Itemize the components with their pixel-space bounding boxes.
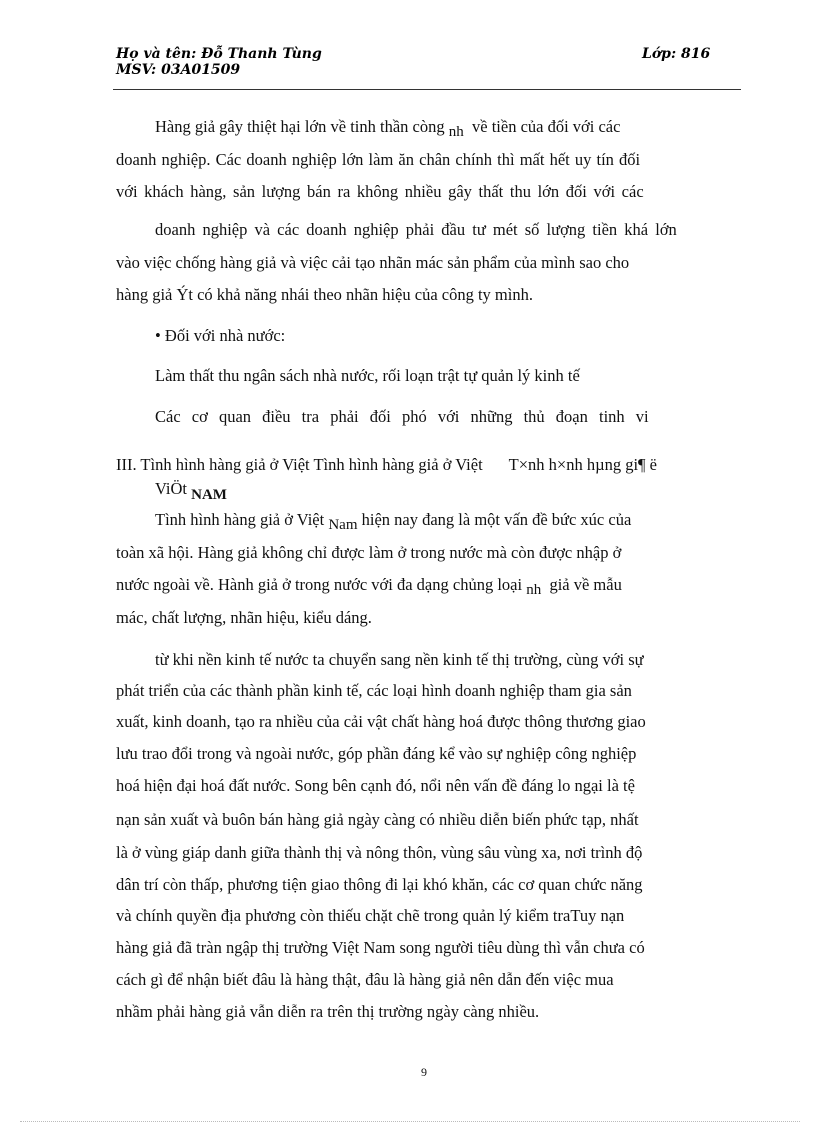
- text-line: nạn sản xuất và buôn bán hàng giả ngày càng có nhiều diễn biến phức tạp, nhất: [116, 810, 639, 829]
- text-line: hàng giả đã tràn ngập thị trường Việt Nam song người tiêu dùng thì vẫn chưa có: [116, 938, 645, 957]
- text-line: vào việc chống hàng giả và việc cải tạo nhãn mác sản phẩm của mình sao cho: [116, 253, 630, 272]
- page-bottom-edge: [20, 1121, 800, 1122]
- text-line: hoá hiện đại hoá đất nước. Song bên cạnh đó, nổi nên vấn đề đáng lo ngại là tệ: [116, 776, 635, 795]
- text-line: và chính quyền địa phương còn thiếu chặt chẽ trong quản lý kiểm traTuy nạn: [116, 906, 625, 925]
- text-line: từ khi nền kinh tế nước ta chuyển sang nền kinh tế thị trường, cùng với sự: [155, 650, 644, 669]
- text-line: cách gì để nhận biết đâu là hàng thật, đâu là hàng giả nên dẫn đến việc mua: [116, 970, 614, 989]
- page-number: 9: [421, 1065, 427, 1079]
- text-line: phát triển của các thành phần kinh tế, các loại hình doanh nghiệp tham gia sản: [116, 681, 632, 700]
- text-line: nhầm phải hàng giả vẫn diễn ra trên thị trường ngày càng nhiều.: [116, 1002, 540, 1021]
- text-line: toàn xã hội. Hàng giả không chỉ được làm ở trong nước mà còn được nhập ở: [116, 543, 622, 562]
- student-id: MSV: 03A01509: [116, 62, 241, 78]
- text-line: lưu trao đổi trong và ngoài nước, góp phần đáng kể vào sự nghiệp công nghiệp: [116, 744, 637, 763]
- text-line: xuất, kinh doanh, tạo ra nhiều của cải vật chất hàng hoá được thông thương giao: [116, 712, 646, 731]
- section-heading: III. Tình hình hàng giả ở Việt Tình hình hàng giả ở Việt T×nh h×nh hµng gi¶ ë: [116, 455, 657, 474]
- text-line: doanh nghiệp và các doanh nghiệp phải đầu tư mét số lượng tiền khá lớn: [155, 220, 677, 239]
- text-line: mác, chất lượng, nhãn hiệu, kiểu dáng.: [116, 608, 372, 627]
- text-line: Tình hình hàng giả ở Việt Nam hiện nay đang là một vấn đề bức xúc của: [155, 510, 632, 533]
- text-line: Hàng giả gây thiệt hại lớn về tinh thần còng nh về tiền của đối với các: [155, 117, 621, 140]
- text-line: là ở vùng giáp danh giữa thành thị và nông thôn, vùng sâu vùng xa, nơi trình độ: [116, 843, 643, 862]
- text-line: hàng giả Ýt có khả năng nhái theo nhãn hiệu của công ty mình.: [116, 285, 533, 304]
- section-heading-continued: ViÖt NAM: [155, 479, 227, 503]
- text-line: với khách hàng, sản lượng bán ra không nhiều gây thất thu lớn đối với các: [116, 182, 644, 201]
- bullet-item: • Đối với nhà nước:: [155, 326, 286, 345]
- page-header: [116, 46, 322, 78]
- text-line: dân trí còn thấp, phương tiện giao thông đi lại khó khăn, các cơ quan chức năng: [116, 875, 643, 894]
- text-line: Các cơ quan điều tra phải đối phó với những thủ đoạn tinh vi: [155, 407, 649, 426]
- text-line: nước ngoài về. Hành giả ở trong nước với đa dạng chủng loại nh giả về mẫu: [116, 575, 622, 598]
- header-divider: [113, 89, 741, 90]
- author-name: Họ và tên: Đỗ Thanh Tùng: [116, 46, 322, 62]
- text-line: Làm thất thu ngân sách nhà nước, rối loạn trật tự quản lý kinh tế: [155, 366, 580, 385]
- text-line: doanh nghiệp. Các doanh nghiệp lớn làm ăn chân chính thì mất hết uy tín đối: [116, 150, 641, 169]
- bullet-icon: •: [155, 326, 161, 345]
- class-label: Lớp: 816: [642, 46, 711, 62]
